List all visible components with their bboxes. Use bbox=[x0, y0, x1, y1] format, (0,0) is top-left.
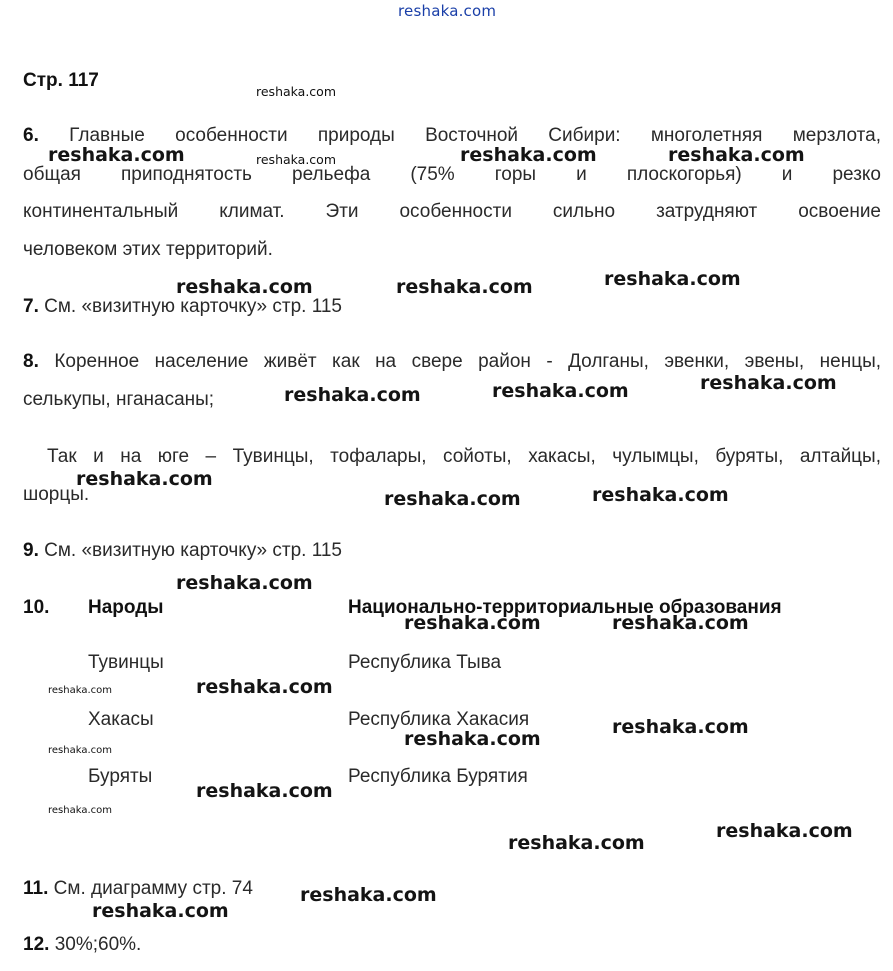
watermark: reshaka.com bbox=[404, 612, 541, 634]
watermark: reshaka.com bbox=[176, 276, 313, 298]
watermark: reshaka.com bbox=[404, 728, 541, 750]
table-cell-formation: Республика Тыва bbox=[348, 652, 502, 673]
answer-7: 7. См. «визитную карточку» стр. 115 bbox=[23, 296, 342, 317]
watermark: reshaka.com bbox=[76, 468, 213, 490]
watermark: reshaka.com bbox=[700, 372, 837, 394]
table-cell-people: Буряты bbox=[88, 766, 153, 787]
watermark: reshaka.com bbox=[48, 805, 112, 816]
watermark: reshaka.com bbox=[508, 832, 645, 854]
watermark: reshaka.com bbox=[492, 380, 629, 402]
watermark: reshaka.com bbox=[284, 384, 421, 406]
watermark: reshaka.com bbox=[48, 144, 185, 166]
watermark: reshaka.com bbox=[716, 820, 853, 842]
answer-10-number: 10. bbox=[23, 597, 50, 618]
answer-9-number: 9. bbox=[23, 540, 39, 561]
watermark: reshaka.com bbox=[300, 884, 437, 906]
watermark: reshaka.com bbox=[396, 276, 533, 298]
answer-8-line-4: шорцы. bbox=[23, 484, 90, 505]
answer-11-number: 11. bbox=[23, 878, 49, 899]
answer-12: 12. 30%;60%. bbox=[23, 934, 142, 955]
answer-8-line-3: Так и на юге – Тувинцы, тофалары, сойоты, хакасы, чулымцы, буряты, алтайцы, bbox=[47, 446, 881, 467]
answer-11: 11. См. диаграмму стр. 74 bbox=[23, 878, 253, 899]
watermark: reshaka.com bbox=[384, 488, 521, 510]
answer-12-number: 12. bbox=[23, 934, 50, 955]
table-cell-formation: Республика Хакасия bbox=[348, 709, 530, 730]
watermark: reshaka.com bbox=[612, 612, 749, 634]
answer-6-line-2: общая приподнятость рельефа (75% горы и плоскогорья) и резко bbox=[23, 164, 881, 185]
answer-6-line-4: человеком этих территорий. bbox=[23, 239, 273, 260]
answer-8-line-2: селькупы, нганасаны; bbox=[23, 389, 215, 410]
watermark: reshaka.com bbox=[48, 685, 112, 696]
watermark: reshaka.com bbox=[604, 268, 741, 290]
watermark: reshaka.com bbox=[460, 144, 597, 166]
watermark: reshaka.com bbox=[92, 900, 229, 922]
table-cell-formation: Республика Бурятия bbox=[348, 766, 528, 787]
header-watermark[interactable]: reshaka.com bbox=[398, 2, 497, 20]
answer-8-line-1: 8. Коренное население живёт как на свере район - Долганы, эвенки, эвены, ненцы, bbox=[23, 351, 882, 372]
watermark: reshaka.com bbox=[592, 484, 729, 506]
watermark: reshaka.com bbox=[48, 745, 112, 756]
answer-6-number: 6. bbox=[23, 125, 39, 146]
page-title: Стр. 117 bbox=[23, 70, 99, 91]
answer-9: 9. См. «визитную карточку» стр. 115 bbox=[23, 540, 342, 561]
table-header-formations: Национально-территориальные образования bbox=[348, 597, 782, 618]
table-cell-people: Хакасы bbox=[88, 709, 154, 730]
watermark: reshaka.com bbox=[196, 780, 333, 802]
watermark: reshaka.com bbox=[612, 716, 749, 738]
watermark: reshaka.com bbox=[256, 152, 336, 167]
answer-8-number: 8. bbox=[23, 351, 39, 372]
table-header-peoples: Народы bbox=[88, 597, 164, 618]
answer-6-line-3: континентальный климат. Эти особенности сильно затрудняют освоение bbox=[23, 201, 881, 222]
answer-7-number: 7. bbox=[23, 296, 39, 317]
watermark: reshaka.com bbox=[668, 144, 805, 166]
watermark: reshaka.com bbox=[176, 572, 313, 594]
watermark: reshaka.com bbox=[196, 676, 333, 698]
watermark: reshaka.com bbox=[256, 84, 336, 99]
answer-6-line-1: 6. Главные особенности природы Восточной Сибири: многолетняя мерзлота, bbox=[23, 125, 882, 146]
table-cell-people: Тувинцы bbox=[88, 652, 164, 673]
